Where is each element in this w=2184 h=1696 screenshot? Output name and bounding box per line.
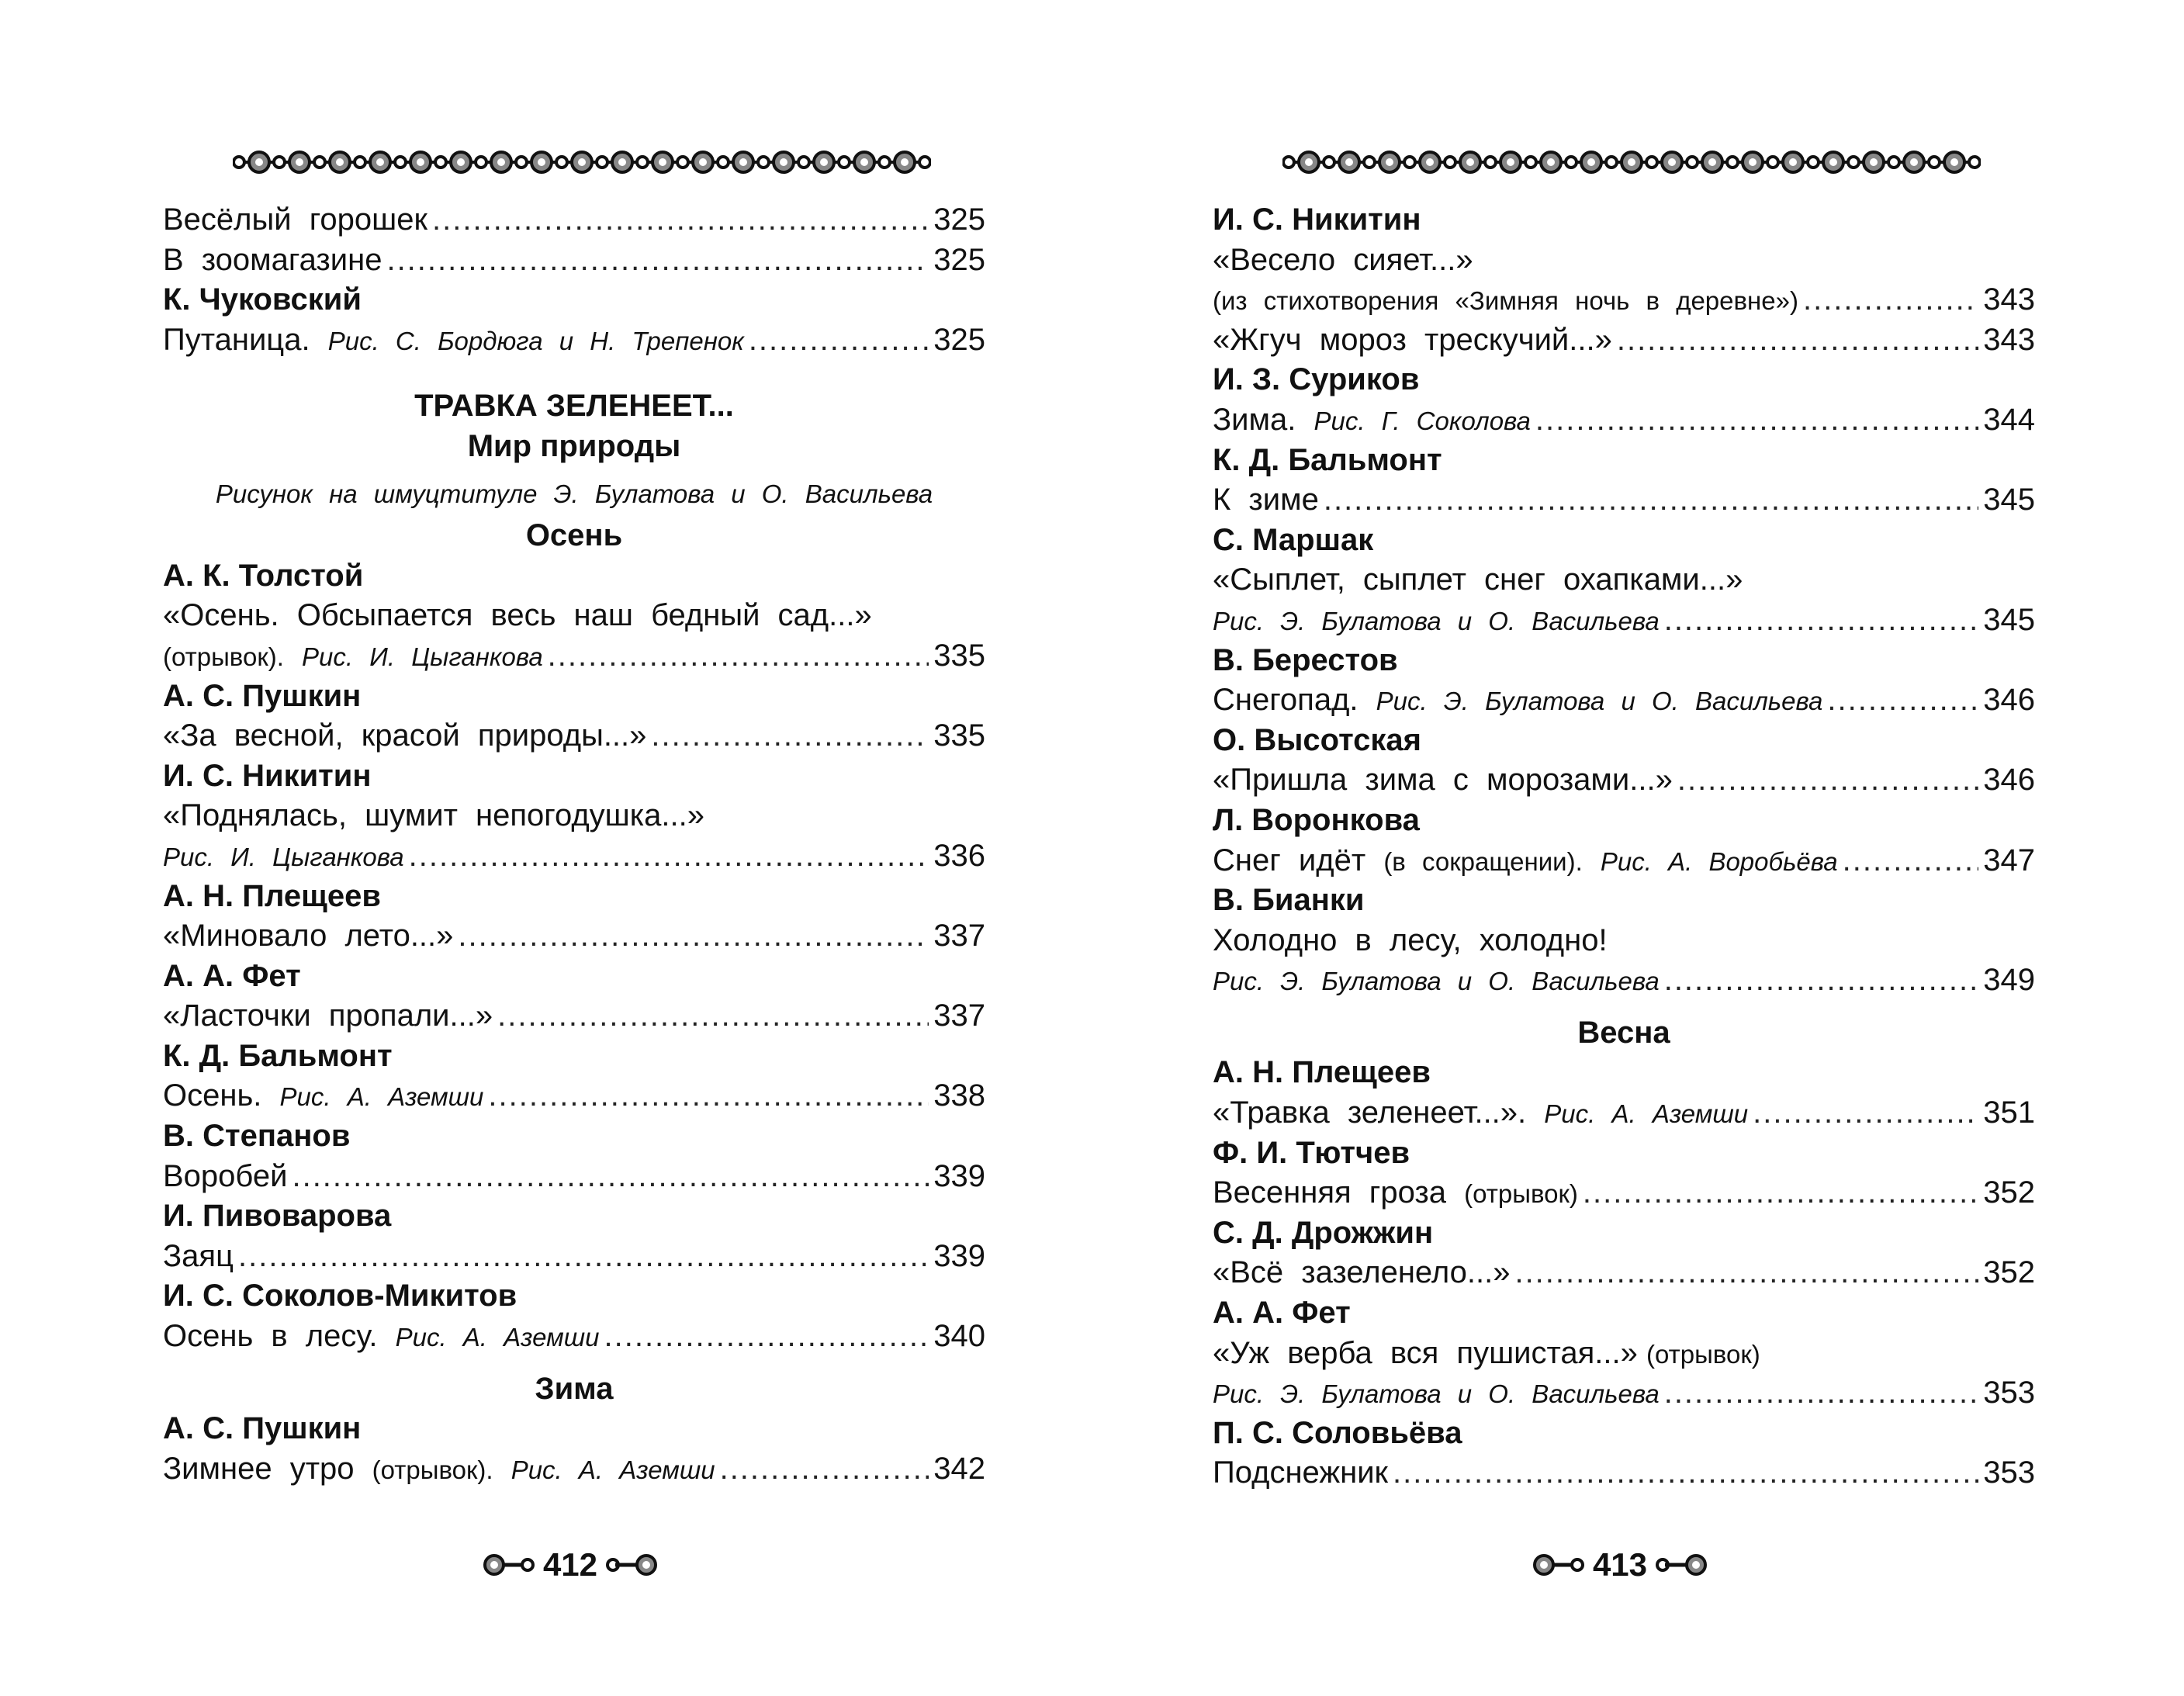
- work-note: (отрывок).: [372, 1455, 493, 1484]
- toc-author: [163, 877, 985, 917]
- toc-author: [1213, 1134, 2035, 1174]
- toc-title-line: [1213, 921, 2035, 961]
- page-ref: 345: [1983, 483, 2035, 517]
- illustrator: Рис. Г. Соколова: [1314, 406, 1531, 435]
- entry-text: [1213, 1093, 1748, 1134]
- section-title: Весна: [1577, 1015, 1670, 1050]
- entry-text: [163, 320, 744, 362]
- toc-section-heading: [163, 516, 985, 556]
- toc-author: [163, 1196, 985, 1237]
- dot-leader: [238, 1237, 929, 1277]
- toc-title-line: [1213, 560, 2035, 601]
- toc-entry: [163, 241, 985, 281]
- dot-leader: [720, 1449, 929, 1490]
- author-name: О. Высотская: [1213, 722, 1421, 757]
- ornament-divider: [233, 149, 931, 175]
- page-number-text: 413: [1592, 1546, 1648, 1583]
- dot-leader: [1664, 1373, 1979, 1414]
- entry-text: [163, 200, 427, 241]
- page-ref: 353: [1983, 1376, 2035, 1410]
- illustrator: Рис. А. Воробьёва: [1600, 846, 1838, 876]
- work-title: «Всё зазеленело...»: [1213, 1255, 1511, 1290]
- dot-leader: [1827, 680, 1978, 721]
- toc-entry: [1213, 320, 2035, 361]
- page-number: [454, 1548, 687, 1582]
- dot-leader: [386, 241, 929, 281]
- author-name: С. Маршак: [1213, 522, 1374, 557]
- toc-title-line: [1213, 241, 2035, 281]
- spacer: [163, 467, 985, 473]
- work-note: (из стихотворения «Зимняя ночь в деревне»): [1213, 286, 1798, 316]
- entry-text: [1213, 841, 1838, 882]
- dot-leader: [749, 320, 929, 361]
- illustrator: Рис. Э. Булатова и О. Васильева: [1376, 687, 1823, 716]
- toc-entry: [163, 716, 985, 756]
- illustrator: Рис. А. Аземши: [395, 1323, 600, 1352]
- work-title: «Поднялась, шумит непогодушка...»: [163, 798, 704, 833]
- entry-text: [163, 636, 543, 677]
- dot-leader: [432, 200, 929, 241]
- entry-text: [163, 836, 404, 877]
- dot-leader: [1583, 1173, 1978, 1213]
- entry-text: [1213, 601, 1660, 642]
- entry-text: [1213, 680, 1822, 722]
- section-title: Осень: [525, 518, 623, 553]
- work-title: Подснежник: [1213, 1455, 1389, 1490]
- author-name: И. С. Никитин: [1213, 202, 1421, 237]
- work-title: Весёлый горошек: [163, 202, 428, 237]
- page-ref: 339: [933, 1238, 985, 1273]
- toc-author: [163, 957, 985, 997]
- work-title: Осень в лесу.: [163, 1319, 378, 1354]
- illustrator: Рис. Э. Булатова и О. Васильева: [1213, 606, 1660, 635]
- section-title: ТРАВКА ЗЕЛЕНЕЕТ...: [414, 389, 734, 424]
- dot-leader: [1664, 960, 1979, 1001]
- author-name: С. Д. Дрожжин: [1213, 1215, 1434, 1250]
- dot-leader: [497, 996, 929, 1037]
- entry-text: [163, 916, 453, 957]
- dot-leader: [1535, 400, 1978, 441]
- toc-author: [1213, 1213, 2035, 1254]
- author-name: К. Д. Бальмонт: [1213, 442, 1442, 477]
- toc-section-heading: [163, 386, 985, 427]
- work-title: «Ласточки пропали...»: [163, 999, 493, 1033]
- entry-text: [1213, 320, 1612, 361]
- toc-entry: [1213, 1253, 2035, 1293]
- page-ref: 345: [1983, 602, 2035, 637]
- work-title: «Пришла зима с морозами...»: [1213, 763, 1673, 798]
- work-title: Зимнее утро: [163, 1451, 355, 1486]
- entry-text: [1213, 1373, 1660, 1414]
- illustrator: Рис. С. Бордюга и Н. Трепенок: [327, 326, 744, 355]
- page-ref: 343: [1983, 322, 2035, 357]
- ornament-divider: [1282, 149, 1981, 175]
- dot-leader: [1753, 1093, 1978, 1134]
- toc-author: [163, 556, 985, 597]
- toc-list: [163, 200, 985, 1489]
- illustrator: Рис. И. Цыганкова: [163, 842, 404, 871]
- dot-leader: [1843, 841, 1979, 881]
- dot-leader: [409, 836, 929, 877]
- author-name: И. С. Соколов-Микитов: [163, 1279, 517, 1314]
- toc-entry: [163, 636, 985, 677]
- page-ref: 335: [933, 718, 985, 753]
- entry-text: [163, 1449, 715, 1490]
- page-ref: 340: [933, 1319, 985, 1354]
- author-name: И. З. Суриков: [1213, 362, 1420, 397]
- toc-section-heading: [163, 1369, 985, 1410]
- page-ref: 353: [1983, 1455, 2035, 1490]
- toc-entry: [163, 836, 985, 877]
- entry-text: [163, 241, 382, 281]
- work-title: «За весной, красой природы...»: [163, 718, 647, 753]
- dot-leader: [548, 636, 929, 677]
- spacer: [163, 360, 985, 386]
- toc-author: [1213, 1414, 2035, 1454]
- author-name: Л. Воронкова: [1213, 802, 1420, 837]
- author-name: Ф. И. Тютчев: [1213, 1135, 1410, 1170]
- dot-leader: [1514, 1253, 1978, 1293]
- toc-author: [1213, 441, 2035, 481]
- entry-text: [163, 1237, 234, 1277]
- page-number-ornament-left: [1532, 1553, 1587, 1577]
- dot-leader: [488, 1076, 929, 1116]
- page-ref: 339: [933, 1158, 985, 1193]
- toc-author: [1213, 521, 2035, 561]
- toc-entry: [1213, 1173, 2035, 1213]
- author-name: К. Д. Бальмонт: [163, 1038, 393, 1073]
- toc-entry: [1213, 400, 2035, 441]
- page-ref: 346: [1983, 683, 2035, 718]
- page-ref: 335: [933, 638, 985, 673]
- toc-entry: [163, 996, 985, 1037]
- dot-leader: [1664, 601, 1979, 641]
- dot-leader: [458, 916, 929, 957]
- entry-text: [1213, 960, 1660, 1002]
- toc-author: [163, 1116, 985, 1157]
- toc-entry: [163, 1449, 985, 1490]
- page-ref: 351: [1983, 1095, 2035, 1130]
- dot-leader: [292, 1157, 929, 1197]
- author-name: А. Н. Плещеев: [163, 878, 381, 913]
- toc-section-heading: [1213, 1013, 2035, 1054]
- author-name: В. Берестов: [1213, 642, 1398, 677]
- toc-author: [1213, 641, 2035, 681]
- page-ref: 337: [933, 999, 985, 1033]
- author-name: П. С. Соловьёва: [1213, 1415, 1462, 1450]
- toc-entry: [163, 200, 985, 241]
- page-ref: 349: [1983, 963, 2035, 998]
- author-name: А. А. Фет: [1213, 1296, 1351, 1331]
- illustrator: Рис. Э. Булатова и О. Васильева: [1213, 1379, 1660, 1409]
- page-number-ornament-right: [604, 1553, 658, 1577]
- author-name: И. Пивоварова: [163, 1199, 392, 1234]
- dot-leader: [604, 1317, 929, 1357]
- dot-leader: [1803, 280, 1978, 320]
- page-ref: 325: [933, 202, 985, 237]
- page-ref: 347: [1983, 843, 2035, 877]
- entry-text: [163, 1317, 599, 1358]
- toc-entry: [1213, 280, 2035, 320]
- toc-section-heading: [163, 427, 985, 467]
- toc-author: [163, 1276, 985, 1317]
- illustrator: Рис. А. Аземши: [1544, 1099, 1749, 1129]
- author-name: И. С. Никитин: [163, 758, 372, 793]
- page-ref: 343: [1983, 282, 2035, 317]
- page-ref: 352: [1983, 1175, 2035, 1210]
- work-title: «Миновало лето...»: [163, 919, 454, 954]
- page-number-ornament-right: [1653, 1553, 1708, 1577]
- toc-entry: [1213, 601, 2035, 641]
- toc-entry: [163, 1237, 985, 1277]
- page-ref: 325: [933, 242, 985, 277]
- work-title: «Сыплет, сыплет снег охапками...»: [1213, 562, 1743, 597]
- toc-title-line: [1213, 1334, 2035, 1374]
- section-title: Мир природы: [467, 428, 681, 463]
- section-title: Зима: [535, 1371, 614, 1406]
- toc-author: [1213, 881, 2035, 921]
- entry-text: [1213, 480, 1319, 521]
- toc-entry: [163, 1157, 985, 1197]
- toc-entry: [1213, 1453, 2035, 1494]
- dot-leader: [1617, 320, 1978, 361]
- work-title: Снег идёт: [1213, 843, 1366, 877]
- entry-text: [1213, 280, 1798, 321]
- page-ref: 337: [933, 919, 985, 954]
- author-name: В. Степанов: [163, 1119, 351, 1154]
- work-title: Воробей: [163, 1158, 288, 1193]
- work-note: (отрывок): [1464, 1179, 1578, 1209]
- page-ref: 346: [1983, 763, 2035, 798]
- page-ref: 352: [1983, 1255, 2035, 1290]
- entry-text: [1213, 760, 1673, 801]
- toc-entry: [1213, 480, 2035, 521]
- work-title: Весенняя гроза: [1213, 1175, 1447, 1210]
- work-note: (в сокращении).: [1383, 846, 1583, 876]
- entry-text: [163, 1157, 287, 1197]
- work-note: (отрывок): [1646, 1339, 1760, 1369]
- toc-entry: [163, 1317, 985, 1357]
- toc-author: [163, 280, 985, 320]
- dot-leader: [1393, 1453, 1978, 1494]
- toc-entry: [163, 916, 985, 957]
- toc-entry: [1213, 841, 2035, 881]
- toc-author: [163, 756, 985, 797]
- toc-author: [1213, 1293, 2035, 1334]
- toc-entry: [163, 320, 985, 361]
- work-title: «Осень. Обсыпается весь наш бедный сад...»: [163, 598, 872, 633]
- work-note: (отрывок).: [163, 642, 284, 671]
- work-title: В зоомагазине: [163, 242, 382, 277]
- illustrator: Рис. А. Аземши: [511, 1455, 715, 1484]
- illustrator: Рис. Э. Булатова и О. Васильева: [1213, 967, 1660, 996]
- work-title: Снегопад.: [1213, 683, 1359, 718]
- page-ref: 342: [933, 1451, 985, 1486]
- author-name: К. Чуковский: [163, 282, 362, 317]
- toc-author: [1213, 1053, 2035, 1093]
- work-title: К зиме: [1213, 483, 1319, 517]
- page-ref: 325: [933, 322, 985, 357]
- author-name: А. К. Толстой: [163, 558, 364, 593]
- illustration-note: Рисунок на шмуцтитуле Э. Булатова и О. Васильева: [215, 479, 933, 508]
- work-title: «Уж верба вся пушистая...»: [1213, 1335, 1638, 1370]
- work-title: Холодно в лесу, холодно!: [1213, 922, 1608, 957]
- toc-entry: [163, 1076, 985, 1116]
- author-name: В. Бианки: [1213, 883, 1365, 918]
- toc-title-line: [163, 796, 985, 836]
- illustrator: Рис. И. Цыганкова: [302, 642, 543, 671]
- toc-list: [1213, 200, 2035, 1494]
- toc-title-line: [163, 596, 985, 636]
- work-title: Осень.: [163, 1078, 262, 1113]
- work-title: Зима.: [1213, 402, 1296, 437]
- toc-author: [163, 1037, 985, 1077]
- toc-entry: [1213, 960, 2035, 1001]
- toc-author: [163, 1409, 985, 1449]
- work-title: Заяц: [163, 1238, 234, 1273]
- entry-text: [163, 716, 646, 756]
- illustrator: Рис. А. Аземши: [279, 1082, 484, 1112]
- work-title: «Травка зеленеет...».: [1213, 1095, 1527, 1130]
- author-name: А. Н. Плещеев: [1213, 1055, 1431, 1090]
- page-number: [1504, 1548, 1736, 1582]
- page-ref: 338: [933, 1078, 985, 1113]
- page-number-text: 412: [542, 1546, 598, 1583]
- author-name: А. А. Фет: [163, 958, 301, 993]
- dot-leader: [651, 716, 929, 756]
- toc-author: [1213, 721, 2035, 761]
- entry-text: [1213, 400, 1531, 441]
- entry-text: [1213, 1253, 1510, 1293]
- page-ref: 336: [933, 838, 985, 873]
- dot-leader: [1677, 760, 1978, 801]
- page-number-ornament-left: [483, 1553, 537, 1577]
- toc-author: [1213, 801, 2035, 841]
- toc-entry: [1213, 760, 2035, 801]
- page-ref: 344: [1983, 402, 2035, 437]
- toc-illustration-note: [163, 473, 985, 514]
- toc-author: [1213, 200, 2035, 241]
- entry-text: [163, 1076, 483, 1117]
- entry-text: [1213, 1453, 1388, 1494]
- entry-text: [1213, 1173, 1578, 1214]
- toc-entry: [1213, 1093, 2035, 1134]
- toc-entry: [1213, 1373, 2035, 1414]
- work-title: «Весело сияет...»: [1213, 242, 1473, 277]
- dot-leader: [1324, 480, 1978, 521]
- toc-author: [163, 677, 985, 717]
- toc-author: [1213, 360, 2035, 400]
- work-title: «Жгуч мороз трескучий...»: [1213, 322, 1612, 357]
- entry-text: [163, 996, 493, 1037]
- work-title: Путаница.: [163, 322, 310, 357]
- toc-entry: [1213, 680, 2035, 721]
- author-name: А. С. Пушкин: [163, 1411, 362, 1446]
- author-name: А. С. Пушкин: [163, 678, 362, 713]
